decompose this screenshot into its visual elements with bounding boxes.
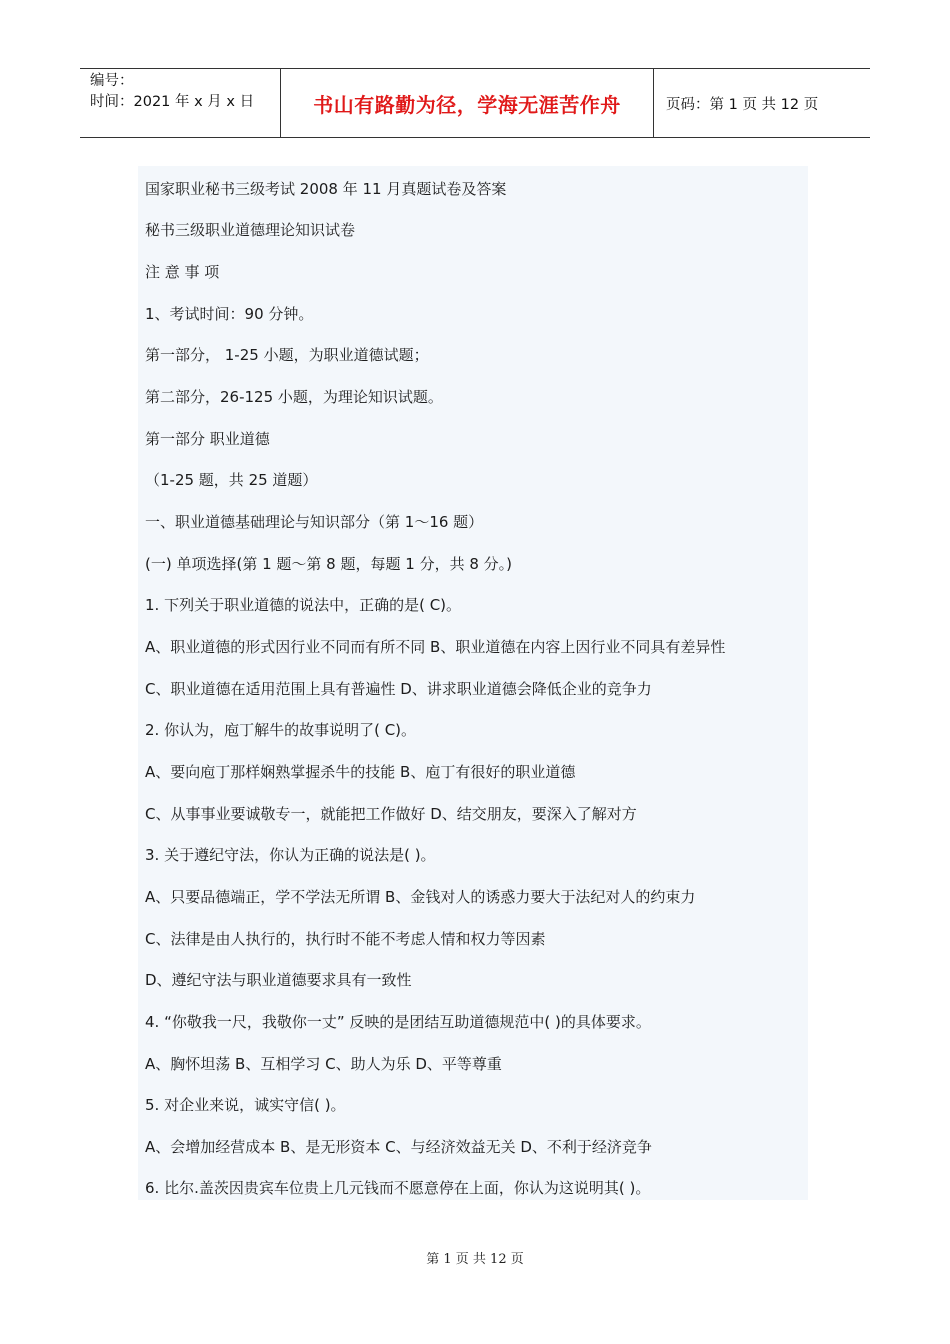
document-number-label: 编号： <box>90 73 134 89</box>
answer-options: C、法律是由人执行的，执行时不能不考虑人情和权力等因素 <box>145 930 546 948</box>
header-meta <box>80 69 281 137</box>
question-text: 3. 关于遵纪守法，你认为正确的说法是( )。 <box>145 846 436 864</box>
question-text: 4. “你敬我一尺，我敬你一丈” 反映的是团结互助道德规范中( )的具体要求。 <box>145 1013 651 1031</box>
section-heading: 第一部分 职业道德 <box>145 430 270 448</box>
subsection-heading: 一、职业道德基础理论与知识部分（第 1～16 题） <box>145 513 484 531</box>
answer-options: A、只要品德端正，学不学法无所谓 B、金钱对人的诱惑力要大于法纪对人的约束力 <box>145 888 696 906</box>
page-footer: 第 1 页 共 12 页 <box>426 1252 524 1267</box>
document-date: 时间：2021 年 x 月 x 日 <box>90 94 255 110</box>
doc-title: 国家职业秘书三级考试 2008 年 11 月真题试卷及答案 <box>145 180 507 198</box>
page-header <box>80 68 870 138</box>
header-motto: 书山有路勤为径，学海无涯苦作舟 <box>281 69 654 137</box>
notice-heading: 注 意 事 项 <box>145 263 220 281</box>
question-text: 5. 对企业来说，诚实守信( )。 <box>145 1096 346 1114</box>
answer-options: A、职业道德的形式因行业不同而有所不同 B、职业道德在内容上因行业不同具有差异性 <box>145 638 726 656</box>
answer-options: A、要向庖丁那样娴熟掌握杀牛的技能 B、庖丁有很好的职业道德 <box>145 763 576 781</box>
answer-options: A、会增加经营成本 B、是无形资本 C、与经济效益无关 D、不利于经济竞争 <box>145 1138 652 1156</box>
document-body <box>138 166 808 1200</box>
question-text: 2. 你认为，庖丁解牛的故事说明了( C)。 <box>145 721 417 739</box>
answer-options: D、遵纪守法与职业道德要求具有一致性 <box>145 971 412 989</box>
doc-subtitle: 秘书三级职业道德理论知识试卷 <box>145 221 356 239</box>
answer-options: C、职业道德在适用范围上具有普遍性 D、讲求职业道德会降低企业的竞争力 <box>145 680 652 698</box>
answer-options: C、从事事业要诚敬专一，就能把工作做好 D、结交朋友，要深入了解对方 <box>145 805 637 823</box>
text-line: 1、考试时间：90 分钟。 <box>145 305 314 323</box>
text-line: （1-25 题，共 25 道题） <box>145 471 318 489</box>
text-line: 第二部分，26-125 小题，为理论知识试题。 <box>145 388 443 406</box>
question-text: 6. 比尔.盖茨因贵宾车位贵上几元钱而不愿意停在上面，你认为这说明其( )。 <box>145 1179 651 1197</box>
answer-options: A、胸怀坦荡 B、互相学习 C、助人为乐 D、平等尊重 <box>145 1055 502 1073</box>
text-line: (一) 单项选择(第 1 题～第 8 题，每题 1 分，共 8 分。) <box>145 555 512 573</box>
question-text: 1. 下列关于职业道德的说法中，正确的是( C)。 <box>145 596 462 614</box>
header-page-info: 页码：第 1 页 共 12 页 <box>666 96 819 113</box>
text-line: 第一部分， 1-25 小题，为职业道德试题； <box>145 346 429 364</box>
